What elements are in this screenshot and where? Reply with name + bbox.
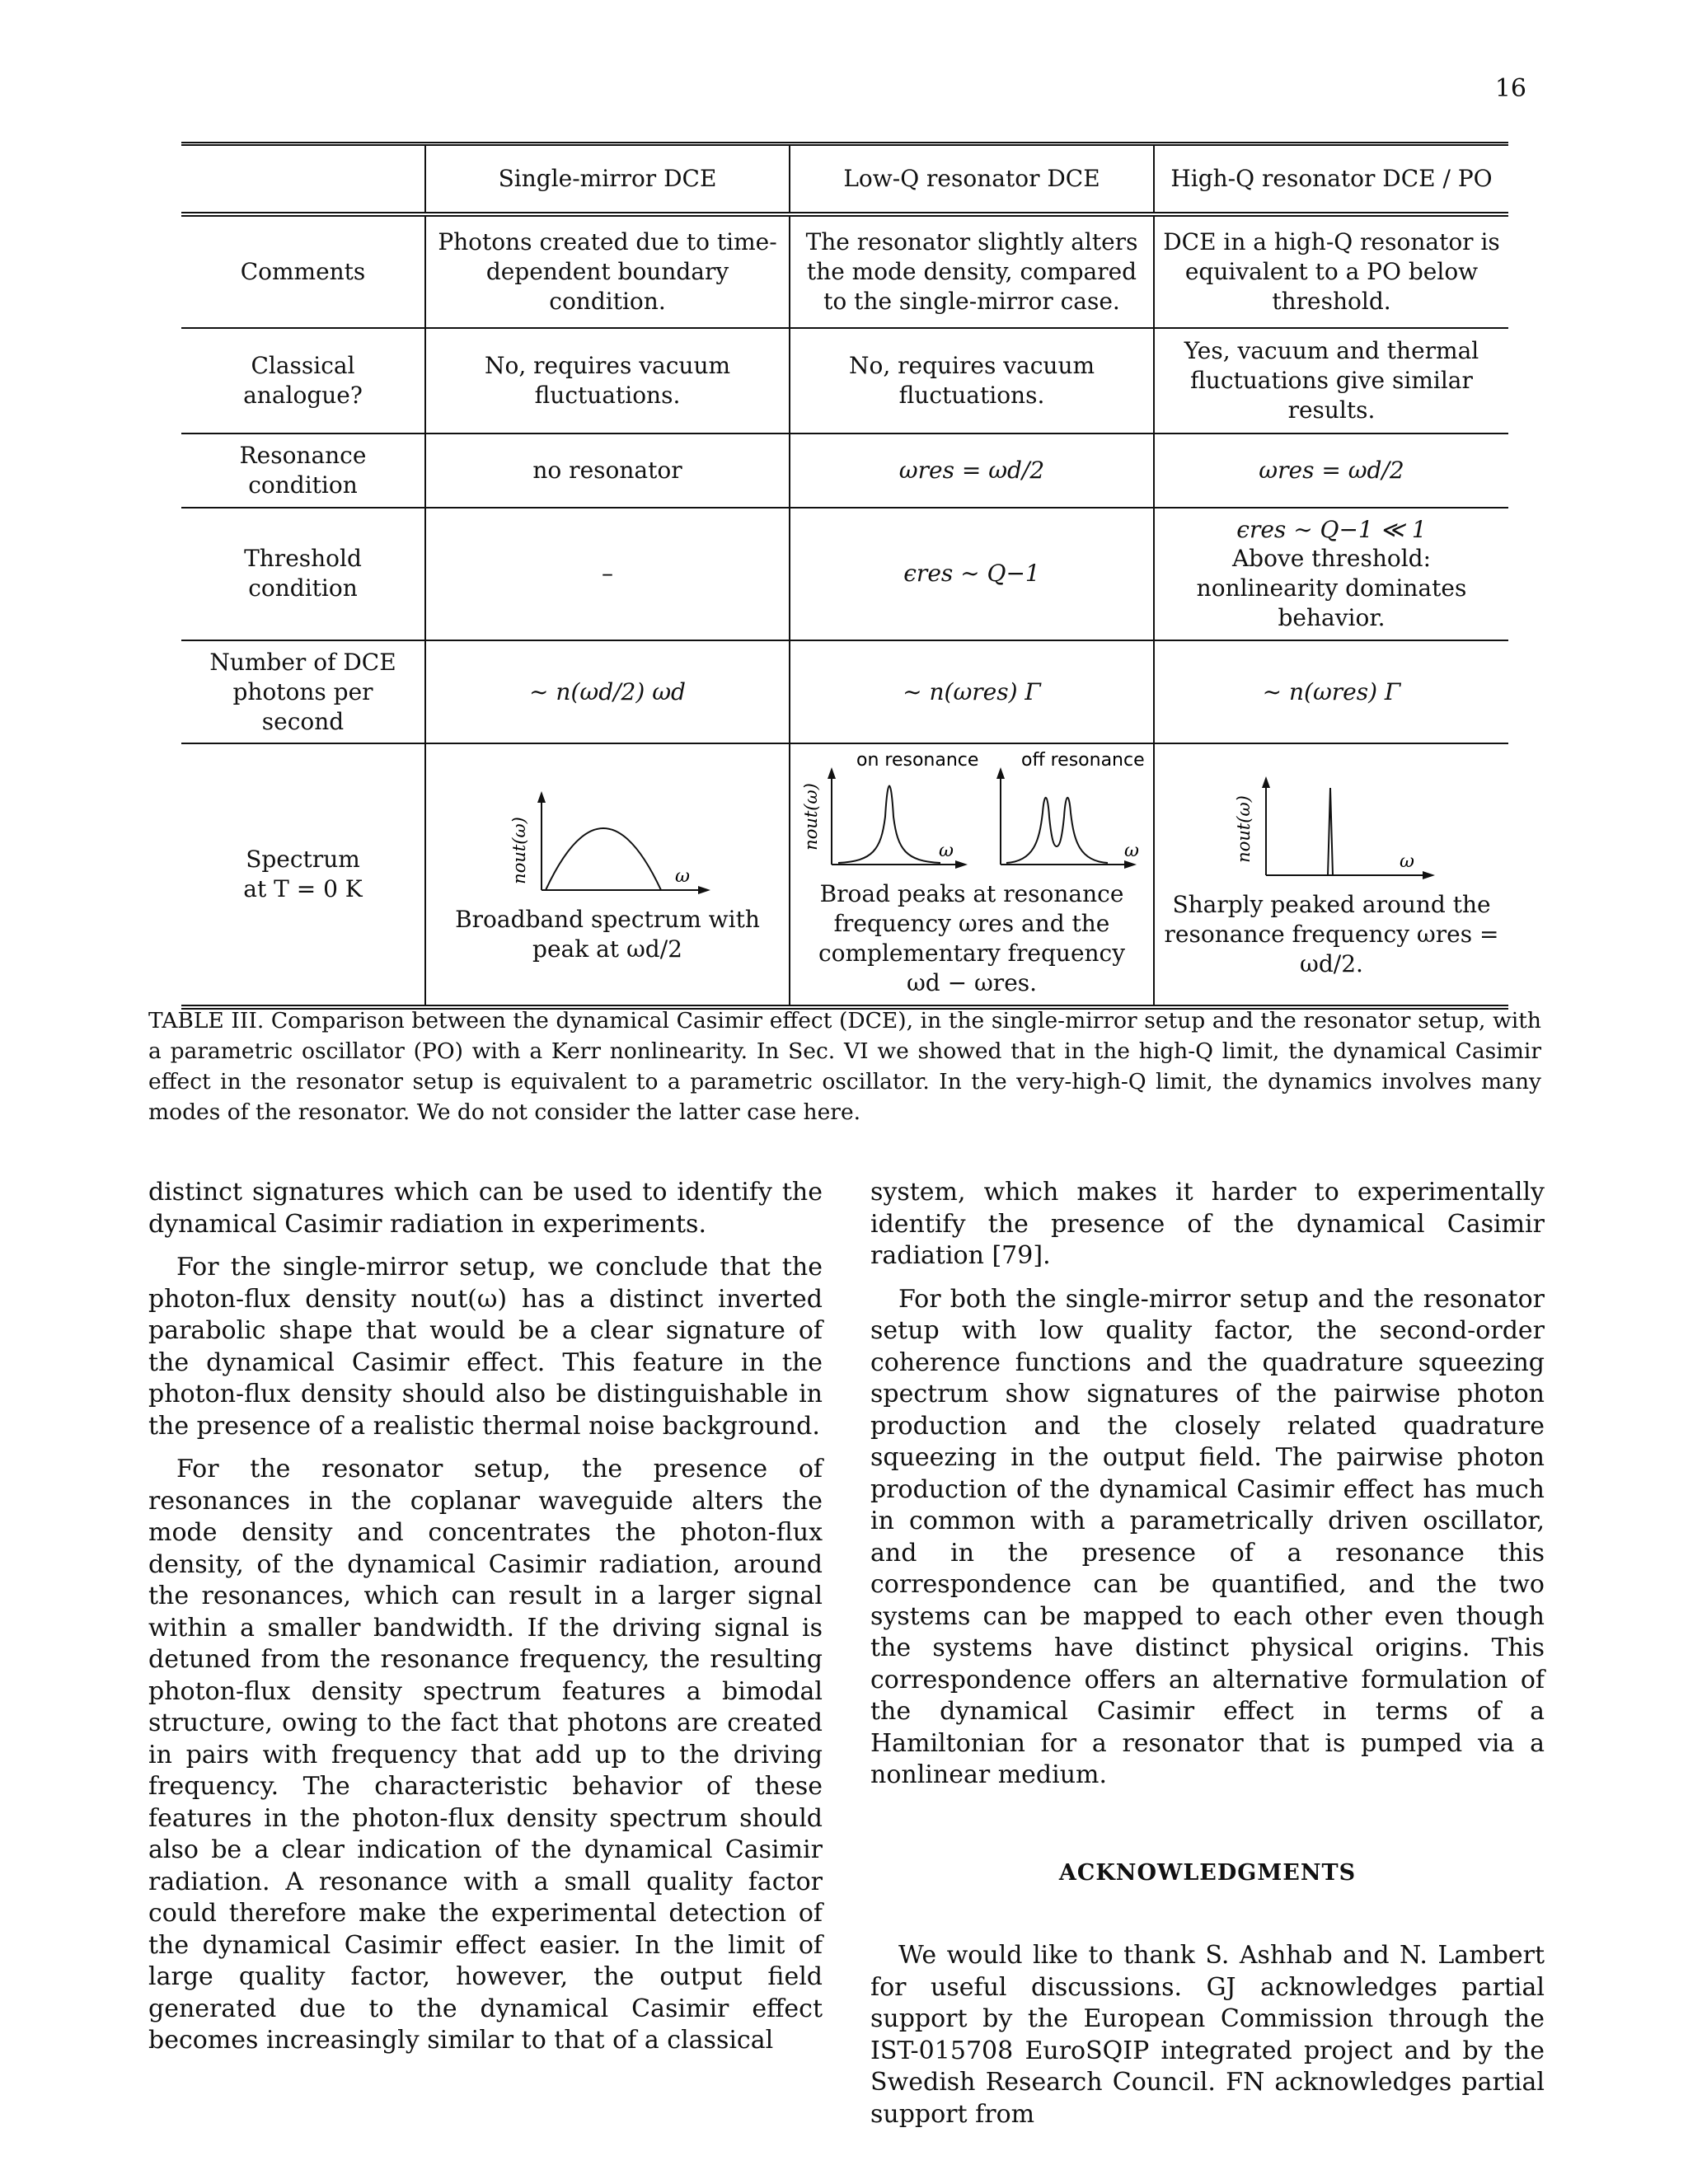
plot2a-y-arrow (828, 767, 836, 779)
plot2a-x-arrow (955, 860, 968, 869)
left-paragraph-1: distinct signatures which can be used to identify the dynamical Casimir radiation in experiments. (148, 1178, 823, 1239)
cell-comments-single: Photons created due to time-dependent boundary condition. (425, 214, 790, 328)
threshold-highq-note: Above threshold: nonlinearity dominates behavior. (1196, 545, 1467, 632)
cell-comments-highq: DCE in a high-Q resonator is equivalent to a PO below threshold. (1154, 214, 1508, 328)
acknowledgments-heading: ACKNOWLEDGMENTS (1058, 1859, 1357, 1886)
plot3-x-arrow (1423, 871, 1435, 879)
plot2-y-label: nout(ω) (801, 783, 821, 851)
cell-threshold-lowq: ϵres ∼ Q−1 (790, 508, 1154, 640)
cell-classical-single: No, requires vacuum fluctuations. (425, 328, 790, 434)
left-column (148, 1177, 823, 2069)
left-paragraph-3: For the resonator setup, the presence of resonances in the coplanar waveguide alters the mode density and concentrates the photon-flux density, of the dynamical Casimir radiation, around the resonances, which can result in a larger signal within a smaller bandwidth. If the driving signal is detuned from the resonance frequency, the resulting photon-flux density spectrum features a bimodal structure, owing to the fact that photons are created in pairs with frequency that add up to the driving frequency. The characteristic behavior of these features in the photon-flux density spectrum should also be a clear indication of the dynamical Casimir radiation. A resonance with a small quality factor could therefore make the experimental detection of the dynamical Casimir effect easier. In the limit of large quality factor, however, the output field generated due to the dynamical Casimir effect becomes increasingly similar to that of a classical (148, 1455, 823, 2055)
cell-photons-highq: ∼ n(ωres) Γ (1154, 640, 1508, 743)
acknowledgments-text: We would like to thank S. Ashhab and N. Lambert for useful discussions. GJ acknowledges partial support by the European Commission through the IST-015708 EuroSQIP integrated project and by the Swedish Research Council. FN acknowledges partial support from (870, 1941, 1545, 2129)
on-resonance-peak (838, 786, 940, 864)
cell-resonance-highq: ωres = ωd/2 (1154, 434, 1508, 508)
spectrum-highq-text: Sharply peaked around the resonance frequency ωres = ωd/2. (1164, 891, 1499, 978)
cell-photons-lowq: ∼ n(ωres) Γ (790, 640, 1154, 743)
plot1-y-label: nout(ω) (509, 817, 529, 885)
cell-resonance-lowq: ωres = ωd/2 (790, 434, 1154, 508)
row-label-threshold: Threshold condition (181, 508, 425, 640)
cell-threshold-single: – (425, 508, 790, 640)
plot3-y-label: nout(ω) (1233, 795, 1254, 864)
page-number: 16 (1494, 74, 1526, 103)
sharp-peak (1328, 788, 1333, 875)
off-resonance-peaks (1006, 798, 1108, 863)
plot2a-x-label: ω (939, 841, 954, 862)
header-blank (181, 144, 425, 215)
spectrum-single-text: Broadband spectrum with peak at ωd/2 (455, 906, 760, 963)
header-high-q: High-Q resonator DCE / PO (1154, 144, 1508, 215)
on-resonance-label: on resonance (856, 751, 979, 771)
broadband-curve (546, 828, 661, 890)
row-label-spectrum-line1: Spectrum (246, 846, 360, 874)
plot2b-y-arrow (996, 767, 1005, 779)
row-label-classical: Classical analogue? (181, 328, 425, 434)
row-label-spectrum (181, 743, 425, 1006)
row-label-photons-line2: photons per second (232, 677, 373, 735)
right-paragraph-2: For both the single-mirror setup and the resonator setup with low quality factor, the second-order coherence functions and the quadrature squeezing spectrum show signatures of the pairwise photon production and the closely related quadrature squeezing in the output field. The pairwise photon production of the dynamical Casimir effect has much in common with a parametrically driven oscillator, and in the presence of a resonance this correspondence can be quantified, and the two systems can be mapped to each other even though the systems have distinct physical origins. This correspondence offers an alternative formulation of the dynamical Casimir effect in terms of a Hamiltonian for a resonator that is pumped via a nonlinear medium. (870, 1284, 1545, 1789)
cell-spectrum-single (425, 743, 790, 1006)
plot1-y-arrow (537, 791, 546, 803)
plot3-y-arrow (1262, 776, 1270, 788)
spectrum-lowq-text: Broad peaks at resonance frequency ωres and the complementary frequency ωd − ωres. (818, 880, 1126, 996)
threshold-highq-formula: ϵres ∼ Q−1 ≪ 1 (1236, 515, 1427, 543)
comparison-table (181, 142, 1508, 1010)
row-label-photons (181, 640, 425, 743)
plot1-x-arrow (698, 886, 710, 894)
cell-spectrum-highq (1154, 743, 1508, 1006)
plot1-x-label: ω (675, 866, 690, 888)
cell-threshold-highq (1154, 508, 1508, 640)
plot3-x-label: ω (1399, 851, 1414, 873)
cell-photons-single: ∼ n(ωd/2) ωd (425, 640, 790, 743)
row-label-resonance: Resonance condition (181, 434, 425, 508)
plot2b-x-arrow (1124, 860, 1137, 869)
table-caption: TABLE III. Comparison between the dynamical Casimir effect (DCE), in the single-mirror setup and the resonator setup, with a parametric oscillator (PO) with a Kerr nonlinearity. In Sec. VI we showed that in the high-Q limit, the dynamical Casimir effect in the resonator setup is equivalent to a parametric oscillator. In the very-high-Q limit, the dynamics involves many modes of the resonator. We do not consider the latter case here. (148, 1008, 1541, 1125)
plot2b-x-label: ω (1124, 841, 1139, 862)
cell-resonance-single: no resonator (425, 434, 790, 508)
right-column (870, 1177, 1545, 2142)
off-resonance-label: off resonance (1021, 751, 1145, 771)
header-single-mirror: Single-mirror DCE (425, 144, 790, 215)
resonance-spectrum-plot (799, 751, 1145, 874)
header-low-q: Low-Q resonator DCE (790, 144, 1154, 215)
left-paragraph-2: For the single-mirror setup, we conclude that the photon-flux density nout(ω) has a distinct inverted parabolic shape that would be a clear signature of the dynamical Casimir effect. This feature in the photon-flux density should also be distinguishable in the presence of a realistic thermal noise background. (148, 1253, 823, 1441)
right-paragraph-1: system, which makes it harder to experimentally identify the presence of the dynamical Casimir radiation [79]. (870, 1178, 1545, 1270)
sharp-peak-plot (1225, 770, 1439, 885)
row-label-comments: Comments (181, 214, 425, 328)
cell-spectrum-lowq (790, 743, 1154, 1006)
cell-comments-lowq: The resonator slightly alters the mode density, compared to the single-mirror case. (790, 214, 1154, 328)
row-label-spectrum-line2: at T = 0 K (243, 875, 363, 903)
broadband-spectrum-plot (500, 785, 715, 900)
cell-classical-highq: Yes, vacuum and thermal fluctuations give similar results. (1154, 328, 1508, 434)
row-label-photons-line1: Number of DCE (209, 648, 396, 676)
cell-classical-lowq: No, requires vacuum fluctuations. (790, 328, 1154, 434)
